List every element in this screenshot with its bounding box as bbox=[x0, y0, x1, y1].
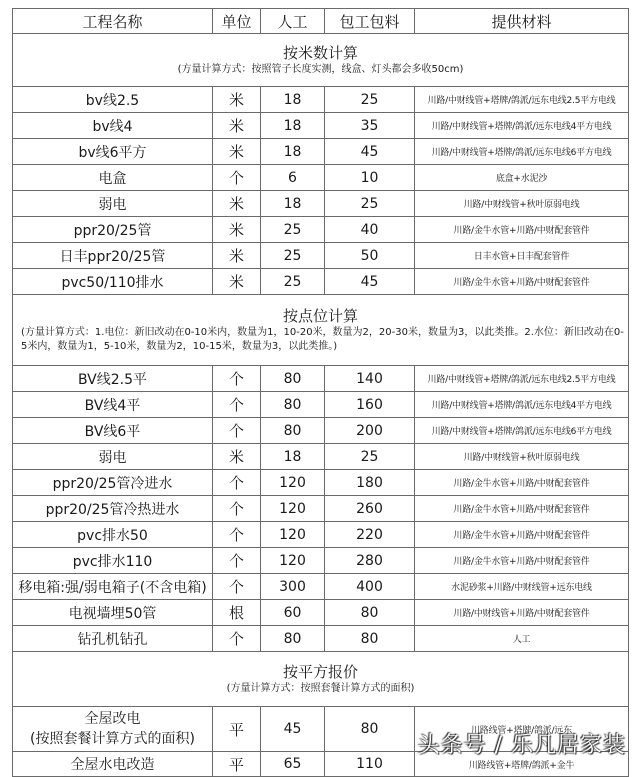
cell-package: 45 bbox=[325, 269, 415, 295]
cell-labor: 18 bbox=[261, 444, 325, 470]
section-by-area bbox=[13, 652, 629, 707]
cell-material: 川路/中财线管+川路/中财配套管件 bbox=[415, 600, 629, 626]
cell-package: 180 bbox=[325, 470, 415, 496]
section-note: (方量计算方式：按照套餐计算方式的面积) bbox=[226, 683, 415, 694]
cell-unit: 个 bbox=[213, 548, 261, 574]
cell-labor: 60 bbox=[261, 600, 325, 626]
section-title: 按平方报价 bbox=[282, 663, 358, 681]
cell-package: 45 bbox=[325, 139, 415, 165]
header-package: 包工包料 bbox=[325, 9, 415, 34]
cell-name: 移电箱:强/弱电箱子(不含电箱) bbox=[13, 574, 213, 600]
cell-package: 80 bbox=[325, 626, 415, 652]
cell-unit: 平 bbox=[213, 707, 261, 752]
cell-labor: 120 bbox=[261, 548, 325, 574]
header-unit: 单位 bbox=[213, 9, 261, 34]
cell-unit: 个 bbox=[213, 574, 261, 600]
cell-package: 260 bbox=[325, 496, 415, 522]
cell-labor: 18 bbox=[261, 87, 325, 113]
section-note: (方量计算方式：按照管子长度实测，线盒、灯头都会多收50cm) bbox=[177, 64, 464, 75]
cell-package: 280 bbox=[325, 548, 415, 574]
cell-material: 川路/金牛水管+川路/中财配套管件 bbox=[415, 269, 629, 295]
cell-material: 川路/中财线管+塔牌/鸽派/远东电线2.5平方电线 bbox=[415, 366, 629, 392]
cell-labor: 18 bbox=[261, 139, 325, 165]
cell-material: 川路线管+塔牌/鸽派+金牛 bbox=[415, 752, 629, 777]
table-header-row bbox=[13, 9, 629, 34]
section-title: 按米数计算 bbox=[282, 44, 358, 62]
cell-unit: 米 bbox=[213, 269, 261, 295]
watermark: 头条号 / 乐凡居家装 bbox=[417, 733, 626, 758]
section-by-point bbox=[13, 295, 629, 366]
cell-material: 日丰水管+日丰配套管件 bbox=[415, 243, 629, 269]
cell-material: 水泥砂浆+川路/中财线管+远东电线 bbox=[415, 574, 629, 600]
cell-labor: 80 bbox=[261, 626, 325, 652]
cell-package: 25 bbox=[325, 191, 415, 217]
cell-labor: 18 bbox=[261, 113, 325, 139]
cell-material: 川路/金牛水管+川路/中财配套管件 bbox=[415, 217, 629, 243]
cell-package: 25 bbox=[325, 444, 415, 470]
table-row bbox=[13, 139, 629, 165]
cell-material: 川路/中财线管+塔牌/鸽派/远东电线4平方电线 bbox=[415, 113, 629, 139]
cell-unit: 个 bbox=[213, 496, 261, 522]
table-row bbox=[13, 191, 629, 217]
cell-unit: 个 bbox=[213, 470, 261, 496]
cell-unit: 米 bbox=[213, 139, 261, 165]
cell-package: 200 bbox=[325, 418, 415, 444]
cell-labor: 80 bbox=[261, 366, 325, 392]
cell-material: 川路/金牛水管+川路/中财配套管件 bbox=[415, 548, 629, 574]
cell-unit: 个 bbox=[213, 418, 261, 444]
cell-package: 25 bbox=[325, 87, 415, 113]
table-row bbox=[13, 87, 629, 113]
cell-unit: 根 bbox=[213, 600, 261, 626]
cell-material: 川路/中财线管+秋叶原弱电线 bbox=[415, 191, 629, 217]
header-material: 提供材料 bbox=[415, 9, 629, 34]
cell-name: bv线4 bbox=[13, 113, 213, 139]
cell-name: 钻孔机钻孔 bbox=[13, 626, 213, 652]
cell-package: 10 bbox=[325, 165, 415, 191]
cell-name: BV线6平 bbox=[13, 418, 213, 444]
cell-material: 川路/中财线管+塔牌/鸽派/远东电线6平方电线 bbox=[415, 418, 629, 444]
cell-unit: 个 bbox=[213, 366, 261, 392]
table-row bbox=[13, 522, 629, 548]
table-row bbox=[13, 496, 629, 522]
cell-package: 80 bbox=[325, 600, 415, 626]
cell-labor: 120 bbox=[261, 522, 325, 548]
cell-name: pvc排水110 bbox=[13, 548, 213, 574]
cell-labor: 80 bbox=[261, 392, 325, 418]
cell-labor: 65 bbox=[261, 752, 325, 777]
cell-package: 110 bbox=[325, 752, 415, 777]
cell-labor: 80 bbox=[261, 418, 325, 444]
cell-name: 日丰ppr20/25管 bbox=[13, 243, 213, 269]
cell-name: bv线6平方 bbox=[13, 139, 213, 165]
cell-material: 川路/中财线管+塔牌/鸽派/远东电线2.5平方电线 bbox=[415, 87, 629, 113]
cell-name: pvc排水50 bbox=[13, 522, 213, 548]
cell-labor: 25 bbox=[261, 217, 325, 243]
cell-labor: 25 bbox=[261, 269, 325, 295]
cell-name: ppr20/25管冷热进水 bbox=[13, 496, 213, 522]
cell-name-line1: 全屋改电 bbox=[84, 711, 141, 727]
cell-material: 川路/金牛水管+川路/中财配套管件 bbox=[415, 496, 629, 522]
cell-name: 电盒 bbox=[13, 165, 213, 191]
table-row bbox=[13, 113, 629, 139]
table-row bbox=[13, 444, 629, 470]
price-table bbox=[12, 8, 629, 777]
table-row bbox=[13, 626, 629, 652]
cell-name: ppr20/25管 bbox=[13, 217, 213, 243]
cell-material: 川路/中财线管+塔牌/鸽派/远东电线4平方电线 bbox=[415, 392, 629, 418]
table-row bbox=[13, 392, 629, 418]
cell-material: 川路/金牛水管+川路/中财配套管件 bbox=[415, 522, 629, 548]
cell-labor: 18 bbox=[261, 191, 325, 217]
cell-unit: 个 bbox=[213, 165, 261, 191]
section-note: (方量计算方式：1.电位：新旧改动在0-10米内，数量为1，10-20米，数量为2，20-30米，数量为3，以此类推。2.水位：新旧改动在0-5米内，数量为1，5-10米，数量为2，10-15米，数量为3，以此类推。) bbox=[21, 327, 624, 352]
cell-labor: 45 bbox=[261, 707, 325, 752]
cell-name: 电视墙埋50管 bbox=[13, 600, 213, 626]
table-row bbox=[13, 470, 629, 496]
cell-package: 160 bbox=[325, 392, 415, 418]
table-row bbox=[13, 269, 629, 295]
cell-name: BV线4平 bbox=[13, 392, 213, 418]
cell-unit: 米 bbox=[213, 444, 261, 470]
cell-name: bv线2.5 bbox=[13, 87, 213, 113]
cell-material: 川路线管+塔牌/鸽派/远东 bbox=[415, 707, 629, 752]
cell-package: 220 bbox=[325, 522, 415, 548]
cell-material: 川路/中财线管+塔牌/鸽派/远东电线6平方电线 bbox=[415, 139, 629, 165]
cell-labor: 300 bbox=[261, 574, 325, 600]
table-row bbox=[13, 366, 629, 392]
section-title: 按点位计算 bbox=[282, 307, 358, 325]
cell-unit: 个 bbox=[213, 522, 261, 548]
cell-name: 弱电 bbox=[13, 444, 213, 470]
cell-material: 人工 bbox=[415, 626, 629, 652]
cell-unit: 米 bbox=[213, 243, 261, 269]
cell-labor: 25 bbox=[261, 243, 325, 269]
table-row bbox=[13, 574, 629, 600]
table-row bbox=[13, 418, 629, 444]
cell-package: 400 bbox=[325, 574, 415, 600]
cell-name-line2: (按照套餐计算方式的面积) bbox=[30, 731, 195, 747]
cell-package: 140 bbox=[325, 366, 415, 392]
cell-package: 80 bbox=[325, 707, 415, 752]
cell-name: BV线2.5平 bbox=[13, 366, 213, 392]
table-row bbox=[13, 165, 629, 191]
cell-labor: 120 bbox=[261, 496, 325, 522]
header-labor: 人工 bbox=[261, 9, 325, 34]
cell-unit: 米 bbox=[213, 113, 261, 139]
table-row bbox=[13, 243, 629, 269]
header-name: 工程名称 bbox=[13, 9, 213, 34]
cell-unit: 个 bbox=[213, 392, 261, 418]
cell-unit: 平 bbox=[213, 752, 261, 777]
cell-name: 弱电 bbox=[13, 191, 213, 217]
section-by-meter bbox=[13, 34, 629, 87]
cell-package: 40 bbox=[325, 217, 415, 243]
cell-material: 川路/金牛水管+川路/中财配套管件 bbox=[415, 470, 629, 496]
cell-name: pvc50/110排水 bbox=[13, 269, 213, 295]
cell-unit: 米 bbox=[213, 217, 261, 243]
table-row bbox=[13, 600, 629, 626]
cell-unit: 个 bbox=[213, 626, 261, 652]
cell-package: 35 bbox=[325, 113, 415, 139]
cell-material: 底盒+水泥沙 bbox=[415, 165, 629, 191]
cell-material: 川路/中财线管+秋叶原弱电线 bbox=[415, 444, 629, 470]
cell-package: 50 bbox=[325, 243, 415, 269]
cell-labor: 6 bbox=[261, 165, 325, 191]
cell-name: ppr20/25管冷进水 bbox=[13, 470, 213, 496]
cell-unit: 米 bbox=[213, 191, 261, 217]
cell-name bbox=[13, 707, 213, 752]
table-row bbox=[13, 217, 629, 243]
cell-name: 全屋水电改造 bbox=[13, 752, 213, 777]
cell-labor: 120 bbox=[261, 470, 325, 496]
cell-unit: 米 bbox=[213, 87, 261, 113]
table-row bbox=[13, 548, 629, 574]
